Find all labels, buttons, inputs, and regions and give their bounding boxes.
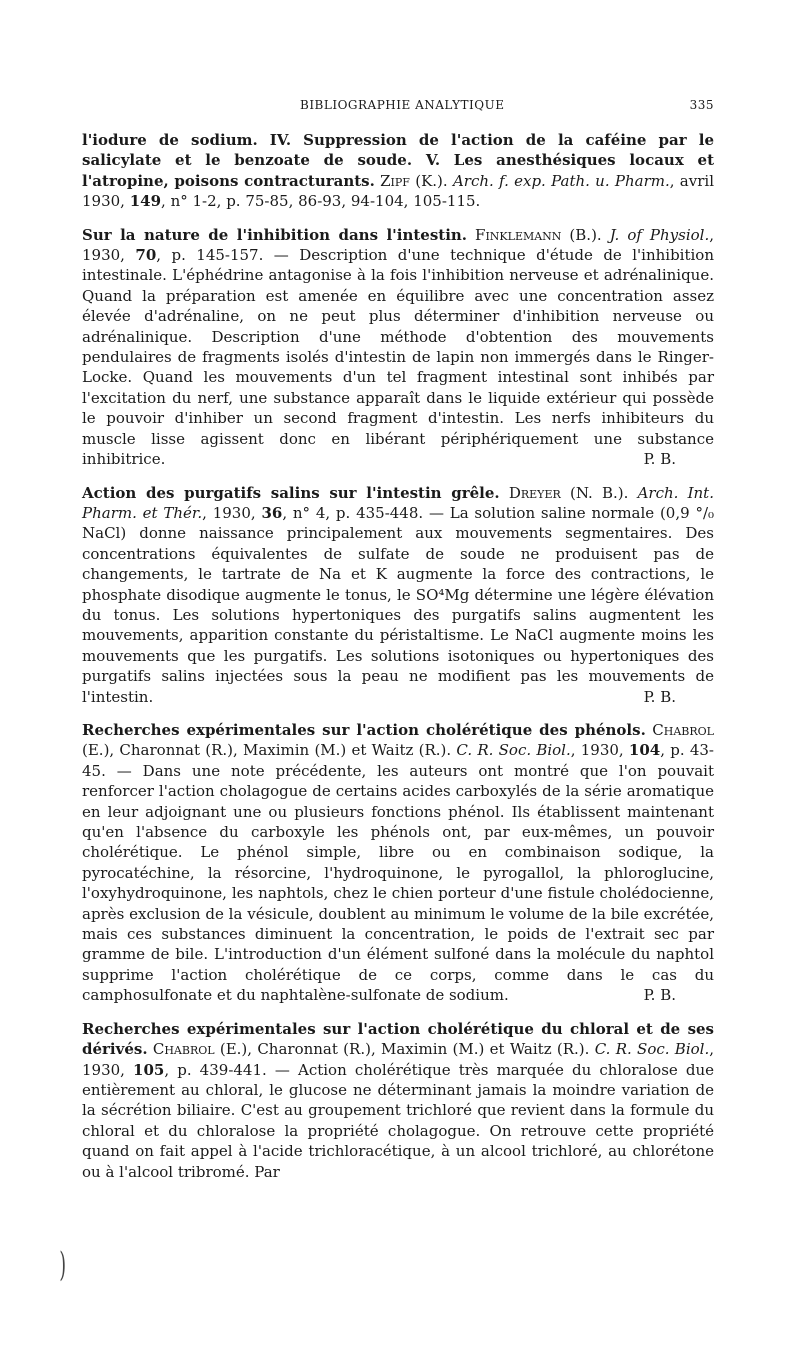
entry-author-rest: (K.). — [409, 171, 453, 190]
entry-citation-a: , avril 1930, — [82, 171, 714, 211]
entry-volume: 104 — [628, 741, 661, 760]
entry-author-rest: (B.). — [561, 225, 610, 244]
document-page — [82, 98, 714, 1182]
bibliography-entry — [82, 483, 714, 707]
entry-title: Recherches expérimentales sur l'action cholérétique du chloral et de ses dérivés. — [82, 1019, 714, 1059]
entry-volume: 149 — [129, 192, 162, 211]
bibliography-entry — [82, 225, 714, 470]
bibliography-entry — [82, 720, 714, 1006]
entry-title: l'iodure de sodium. IV. Suppression de l'action de la caféine par le salicylate et le benzoate de soude. V. Les anesthésiques locaux et l'atropine, poisons contracturants. — [82, 131, 714, 190]
entry-author: Chabrol — [152, 1040, 215, 1059]
entry-author-rest: (E.), Charonnat (R.), Maximin (M.) et Waitz (R.). — [214, 1040, 595, 1059]
entry-volume: 70 — [135, 246, 157, 265]
page-number: 335 — [689, 98, 714, 112]
entry-signature: P. B. — [643, 450, 676, 469]
entry-title: Action des purgatifs salins sur l'intestin grêle. — [82, 483, 500, 502]
entry-volume: 36 — [261, 503, 283, 522]
entry-title: Recherches expérimentales sur l'action cholérétique des phénols. — [82, 721, 646, 739]
running-title: BIBLIOGRAPHIE ANALYTIQUE — [300, 98, 505, 112]
entry-author: Zipf — [380, 171, 410, 190]
entry-journal: C. R. Soc. Biol. — [456, 741, 571, 760]
entry-citation-b: , n° 4, p. 435-448. — [282, 503, 424, 522]
entry-author: Chabrol — [652, 721, 714, 739]
entry-citation-b: , p. 439-441. — [164, 1060, 267, 1079]
entry-journal: Arch. f. exp. Path. u. Pharm. — [452, 171, 670, 190]
entry-body: — Description d'une technique d'étude de l'inhibition intestinale. L'éphédrine antagonise à la fois l'inhibition nerveuse et adrénalinique. Quand la préparation est amenée en équilibre avec une concentration assez élevée d'adrénaline, on ne peut plus déterminer d'inhibition nerveuse ou adrénalinique. Description d'une méthode d'obtention des mouvements pendulaires de fragments isolés d'intestin de lapin non immergés dans le Ringer-Locke. Quand les mouvements d'un tel fragment intestinal sont inhibés par l'excitation du nerf, une substance apparaît dans le liquide extérieur qui possède le pouvoir d'inhiber un second fragment d'intestin. Les nerfs inhibiteurs du muscle lisse agissent donc en libérant périphériquement une substance inhibitrice. — [82, 246, 714, 469]
entry-body: — Dans une note précédente, les auteurs ont montré que l'on pouvait renforcer l'action cholagogue de certains acides carboxylés de la série aromatique en leur adjoignant une ou plusieurs fonctions phénol. Ils établissent maintenant qu'en l'absence du carboxyle les phénols ont, par eux-mêmes, un pouvoir cholérétique. Le phénol simple, libre ou en combinaison sodique, la pyrocatéchine, la résorcine, l'hydroquinone, le pyrogallol, la phloroglucine, l'oxyhydroquinone, les naphtols, chez le chien porteur d'une fistule cholédocienne, après exclusion de la vésicule, doublent au minimum le volume de la bile excrétée, mais ces substances diminuent la concentration, le poids de l'extrait sec par gramme de bile. L'introduction d'un élément sulfoné dans la molécule du naphtol supprime l'action cholérétique de ce corps, comme dans le cas du camphosulfonate et du naphtalène-sulfonate de sodium. — [82, 761, 714, 1005]
entry-citation-a: , 1930, — [82, 1040, 714, 1079]
bibliography-entry — [82, 1019, 714, 1182]
entry-citation-a: , 1930, — [202, 503, 262, 522]
entry-citation-a: , 1930, — [82, 225, 714, 265]
entry-body: — La solution saline normale (0,9 °/₀ NaCl) donne naissance principalement aux mouvements segmentaires. Des concentrations équivalentes de sulfate de soude ne produisent pas de changements, le tartrate de Na et K augmente la force des contractions, le phosphate disodique augmente le tonus, le SO⁴Mg détermine une légère élévation du tonus. Les solutions hypertoniques des purgatifs salins augmentent les mouvements, apparition constante du péristaltisme. Le NaCl augmente moins les mouvements que les purgatifs. Les solutions isotoniques ou hypertoniques des purgatifs salins injectées sous la peau ne modifient pas les mouvements de l'intestin. — [82, 503, 715, 706]
entry-citation-b: , p. 43-45. — [82, 741, 714, 780]
entry-signature: P. B. — [643, 687, 676, 706]
entry-author-rest: (N. B.). — [560, 483, 638, 502]
entry-author: Dreyer — [508, 483, 561, 502]
entry-author: Finklemann — [475, 225, 562, 244]
entry-author-rest: (E.), Charonnat (R.), Maximin (M.) et Waitz (R.). — [82, 741, 457, 760]
entry-body: — Action cholérétique très marquée du chloralose due entièrement au chloral, le glucose ne déterminant jamais la moindre variation de la sécrétion biliaire. C'est au groupement trichloré que revient dans la formule du chloral et du chloralose la propriété cholagogue. On retrouve cette propriété quand on fait appel à l'acide trichloracétique, à un alcool trichloré, au chlorétone ou à l'alcool tribromé. Par — [82, 1060, 715, 1181]
entry-citation-a: , 1930, — [570, 741, 629, 760]
entry-journal: C. R. Soc. Biol. — [594, 1040, 710, 1059]
running-header — [82, 98, 714, 120]
margin-mark: ) — [59, 1245, 66, 1285]
entry-citation-b: , n° 1-2, p. 75-85, 86-93, 94-104, 105-115. — [161, 192, 481, 211]
entry-title: Sur la nature de l'inhibition dans l'intestin. — [82, 225, 468, 244]
entry-signature: P. B. — [643, 986, 676, 1005]
entry-journal: Arch. Int. Pharm. et Thér. — [82, 483, 714, 522]
bibliography-entry — [82, 130, 714, 212]
entry-citation-b: , p. 145-157. — [156, 246, 264, 265]
entry-volume: 105 — [133, 1060, 165, 1079]
entry-journal: J. of Physiol. — [609, 225, 710, 244]
